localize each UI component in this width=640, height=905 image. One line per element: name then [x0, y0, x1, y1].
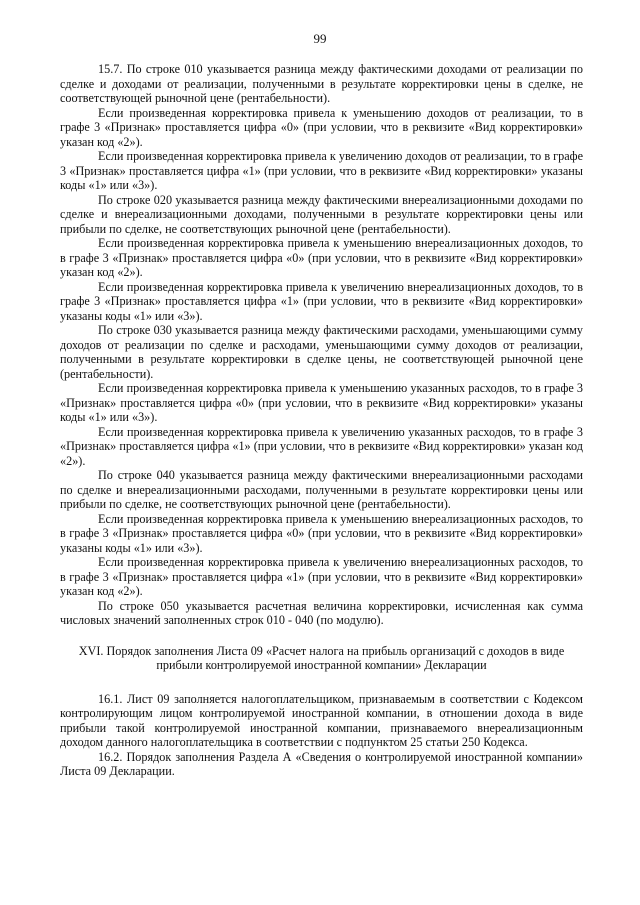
- page-number: 99: [313, 31, 327, 46]
- paragraph: Если произведенная корректировка привела к увеличению внереализационных доходов, то в графе 3 «Признак» проставляется цифра «1» (при условии, что в реквизите «Вид корректировки» указаны коды «1» или «3»).: [60, 279, 583, 323]
- paragraph: Если произведенная корректировка привела к уменьшению внереализационных доходов, то в графе 3 «Признак» проставляется цифра «0» (при условии, что в реквизите «Вид корректировки» указан код «2»).: [60, 236, 583, 279]
- paragraph-16-1: 16.1. Лист 09 заполняется налогоплательщиком, признаваемым в соответствии с Кодексом контролирующим лицом контролируемой иностранной компании, в отношении дохода в виде прибыли такой контролируемой иностранной компании, признаваемого внереализационным доходом данного налогоплательщика в соответствии с подпунктом 25 статьи 250 Кодекса.: [60, 691, 583, 749]
- paragraph: По строке 040 указывается разница между фактическими внереализационными расходами по сделке и внереализационными расходами, полученными в результате корректировки цены или прибыли по сделке, не соответствующих рыночной цене (рентабельности).: [60, 468, 583, 511]
- paragraph: Если произведенная корректировка привела к увеличению указанных расходов, то в графе 3 «Признак» проставляется цифра «1» (при условии, что в реквизите «Вид корректировки» указан код «2»).: [60, 424, 583, 468]
- page-content: [60, 62, 583, 779]
- paragraph-16-2: 16.2. Порядок заполнения Раздела А «Сведения о контролируемой иностранной компании» Листа 09 Декларации.: [60, 749, 583, 778]
- paragraph: Если произведенная корректировка привела к увеличению внереализационных расходов, то в графе 3 «Признак» проставляется цифра «1» (при условии, что в реквизите «Вид корректировки» указан код «2»).: [60, 555, 583, 598]
- paragraph: Если произведенная корректировка привела к увеличению доходов от реализации, то в графе 3 «Признак» проставляется цифра «1» (при условии, что в реквизите «Вид корректировки» указаны коды «1» или «3»).: [60, 149, 583, 192]
- paragraph: Если произведенная корректировка привела к уменьшению указанных расходов, то в графе 3 «Признак» проставляется цифра «0» (при условии, что в реквизите «Вид корректировки» указаны коды «1» или «3»).: [60, 381, 583, 424]
- paragraph-15-7: 15.7. По строке 010 указывается разница между фактическими доходами от реализации по сделке и доходами от реализации, полученными в результате корректировки цены в сделке, не соответствующей рыночной цене (рентабельности).: [60, 62, 583, 105]
- paragraph: По строке 020 указывается разница между фактическими внереализационными доходами по сделке и внереализационными доходами, полученными в результате корректировки цены или прибыли по сделке, не соответствующих рыночной цене (рентабельности).: [60, 192, 583, 236]
- paragraph: Если произведенная корректировка привела к уменьшению внереализационных расходов, то в графе 3 «Признак» проставляется цифра «0» (при условии, что в реквизите «Вид корректировки» указаны коды «1» или «3»).: [60, 511, 583, 555]
- paragraph: По строке 050 указывается расчетная величина корректировки, исчисленная как сумма числовых значений заполненных строк 010 - 040 (по модулю).: [60, 598, 583, 627]
- paragraph: Если произведенная корректировка привела к уменьшению доходов от реализации, то в графе 3 «Признак» проставляется цифра «0» (при условии, что в реквизите «Вид корректировки» указан код «2»).: [60, 105, 583, 149]
- paragraph: По строке 030 указывается разница между фактическими расходами, уменьшающими сумму доходов от реализации по сделке и расходами, уменьшающими сумму доходов от реализации, полученными в результате корректировки в сделке цены, не соответствующей рыночной цене (рентабельности).: [60, 323, 583, 381]
- section-title: XVI. Порядок заполнения Листа 09 «Расчет налога на прибыль организаций с доходов в виде прибыли контролируемой иностранной компании» Декларации: [78, 643, 565, 672]
